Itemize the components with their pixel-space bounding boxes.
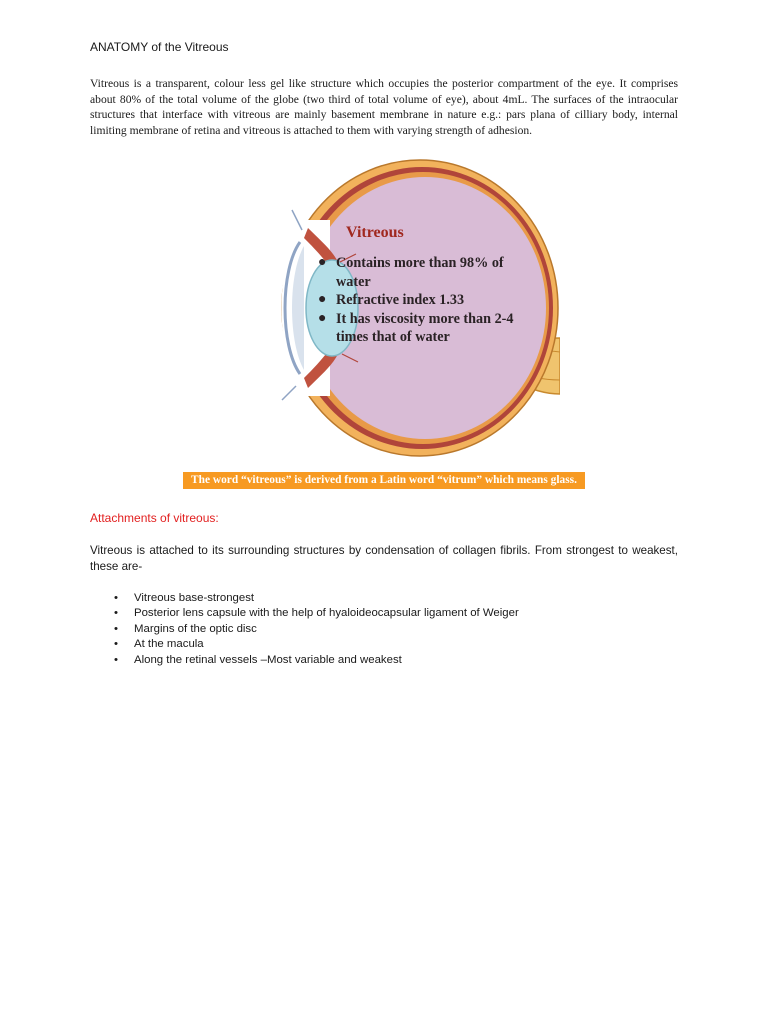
bullet-icon: ● — [318, 292, 327, 308]
bullet-icon: • — [114, 591, 118, 604]
attachment-item-text: Along the retinal vessels –Most variable and weakest — [134, 653, 402, 666]
figure-point-text: Contains more than 98% of water — [336, 255, 504, 290]
attachment-item — [114, 653, 678, 669]
document-title: ANATOMY of the Vitreous — [90, 40, 229, 54]
figure-heading: Vitreous — [346, 224, 404, 242]
figure-point — [318, 310, 514, 347]
document-page — [90, 40, 678, 669]
bullet-icon: • — [114, 638, 118, 651]
bullet-icon: ● — [318, 310, 327, 326]
attachment-item — [114, 637, 678, 653]
attachment-item-text: Vitreous base-strongest — [134, 591, 255, 604]
bullet-icon: • — [114, 653, 118, 666]
bullet-icon: ● — [318, 255, 327, 271]
figure-point — [318, 291, 514, 309]
etymology-banner-wrapper — [90, 470, 678, 489]
figure-point-text: It has viscosity more than 2-4 times that of water — [336, 310, 514, 345]
attachments-intro: Vitreous is attached to its surrounding structures by condensation of collagen fibrils. From strongest to weakest, these are- — [90, 544, 678, 573]
bullet-icon: • — [114, 607, 118, 620]
attachments-heading: Attachments of vitreous: — [90, 511, 219, 526]
attachment-item — [114, 622, 678, 638]
bullet-icon: • — [114, 622, 118, 635]
etymology-banner: The word “vitreous” is derived from a Latin word “vitrum” which means glass. — [183, 472, 585, 489]
attachment-item-text: Margins of the optic disc — [134, 622, 257, 635]
attachment-item-text: Posterior lens capsule with the help of hyaloideocapsular ligament of Weiger — [134, 607, 519, 620]
vitreous-eye-diagram — [260, 150, 560, 466]
attachment-item-text: At the macula — [134, 638, 204, 651]
attachment-item — [114, 591, 678, 607]
figure-point — [318, 254, 514, 291]
intro-paragraph: Vitreous is a transparent, colour less gel like structure which occupies the posterior compartment of the eye. It comprises about 80% of the total volume of the globe (two third of total volume of eye), about 4mL. The surfaces of the intraocular structures that interface with vitreous are mainly basement membrane in nature e.g.: pars plana of cilliary body, internal limiting membrane of retina and vitreous is attached to them with varying strength of adhesion. — [90, 77, 678, 137]
figure-points-list — [318, 254, 514, 346]
figure-point-text: Refractive index 1.33 — [336, 292, 465, 309]
attachments-list — [90, 591, 678, 669]
attachment-item — [114, 606, 678, 622]
